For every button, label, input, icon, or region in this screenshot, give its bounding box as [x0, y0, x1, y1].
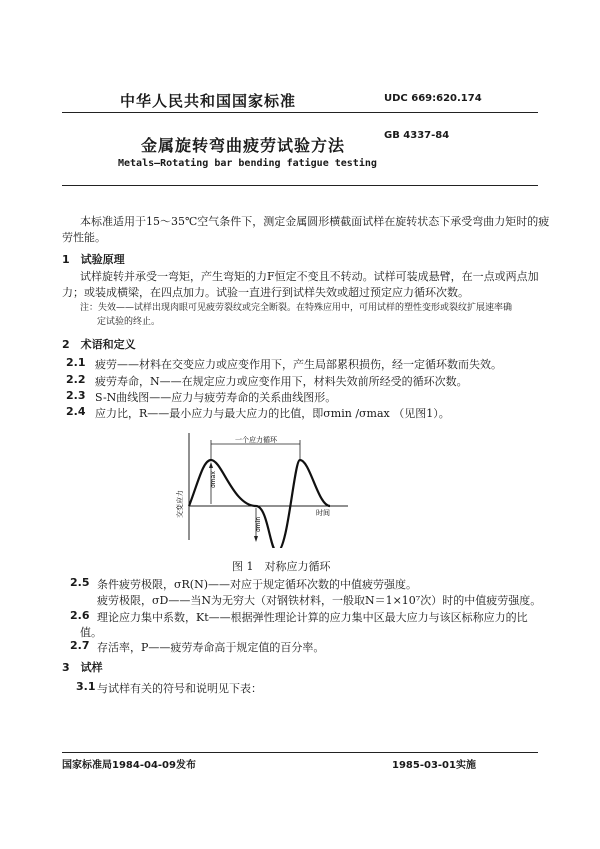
item-2-6-text: 理论应力集中系数，Kt——根据弹性理论计算的应力集中区最大应力与该区标称应力的比 — [97, 611, 528, 624]
item-2-7-num: 2.7 — [70, 639, 90, 652]
intro-line-2: 劳性能。 — [62, 231, 106, 244]
smax-label: σmax — [210, 471, 217, 488]
section-2-heading: 2 术语和定义 — [62, 338, 136, 351]
title-cn: 金属旋转弯曲疲劳试验方法 — [141, 136, 346, 155]
y-axis-label: 交变应力 — [176, 490, 184, 518]
x-axis-label: 时间 — [316, 509, 330, 517]
item-2-3-num: 2.3 — [66, 389, 86, 402]
title-en: Metals—Rotating bar bending fatigue testing — [118, 158, 377, 169]
section-3-heading: 3 试样 — [62, 661, 103, 674]
item-2-7-text: 存活率，P——疲劳寿命高于规定值的百分率。 — [97, 641, 325, 654]
cycle-label: 一个应力循环 — [235, 436, 277, 444]
section-1-note-1: 注：失效——试样出现肉眼可见疲劳裂纹或完全断裂。在特殊应用中，可用试样的塑性变形或裂纹扩展速率确 — [80, 303, 513, 313]
header-rule — [62, 112, 538, 113]
section-1-line-2: 力；或装成横梁，在四点加力。试验一直进行到试样失效或超过预定应力循环次数。 — [62, 286, 469, 299]
issue-date: 国家标准局1984-04-09发布 — [62, 760, 196, 771]
gb-number: GB 4337-84 — [384, 130, 450, 141]
smin-arrowhead — [254, 536, 258, 542]
figure-1-caption: 图 1 对称应力循环 — [232, 560, 331, 573]
intro-line-1: 本标准适用于15～35℃空气条件下，测定金属圆形横截面试样在旋转状态下承受弯曲力矩时的疲 — [80, 215, 550, 228]
item-2-1-num: 2.1 — [66, 356, 86, 369]
item-2-4-num: 2.4 — [66, 405, 86, 418]
fatigue-limit-text: 疲劳极限，σD——当N为无穷大（对钢铁材料，一般取N＝1×10⁷次）时的中值疲劳强度。 — [97, 594, 542, 607]
effective-date: 1985-03-01实施 — [392, 760, 476, 771]
item-2-3-text: S-N曲线图——应力与疲劳寿命的关系曲线图形。 — [95, 391, 337, 404]
section-1-note-2: 定试验的终止。 — [97, 317, 161, 327]
item-2-6-cont: 值。 — [80, 626, 102, 639]
item-2-1-text: 疲劳——材料在交变应力或应变作用下，产生局部累积损伤，经一定循环数而失效。 — [95, 358, 502, 371]
item-2-2-num: 2.2 — [66, 373, 86, 386]
item-3-1-text: 与试样有关的符号和说明见下表： — [97, 682, 262, 695]
smin-label: σmin — [255, 516, 262, 532]
issuing-body: 中华人民共和国国家标准 — [120, 92, 297, 110]
title-rule — [62, 185, 538, 186]
item-2-6-num: 2.6 — [70, 609, 90, 622]
footer-rule — [62, 752, 538, 753]
figure-1-stress-cycle — [170, 428, 370, 548]
udc-code: UDC 669:620.174 — [384, 93, 482, 104]
section-1-heading: 1 试验原理 — [62, 253, 125, 266]
item-2-4-text: 应力比，R——最小应力与最大应力的比值，即σmin /σmax （见图1）。 — [95, 407, 450, 420]
smax-arrowhead — [209, 462, 213, 468]
item-2-5-text: 条件疲劳极限，σR(N)——对应于规定循环次数的中值疲劳强度。 — [97, 578, 417, 591]
item-2-2-text: 疲劳寿命，N——在规定应力或应变作用下，材料失效前所经受的循环次数。 — [95, 375, 468, 388]
section-1-line-1: 试样旋转并承受一弯矩，产生弯矩的力F恒定不变且不转动。试样可装成悬臂，在一点或两点加 — [80, 270, 539, 283]
item-2-5-num: 2.5 — [70, 576, 90, 589]
item-3-1-num: 3.1 — [76, 680, 96, 693]
